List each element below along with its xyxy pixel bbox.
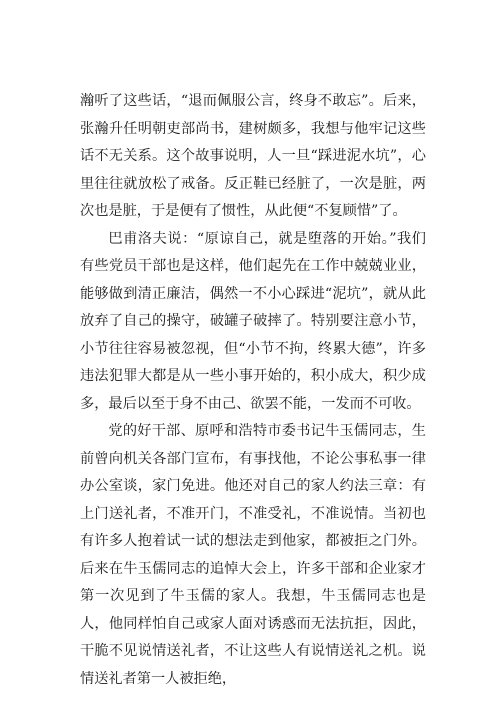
paragraph-2: 巴甫洛夫说：“原谅自己，就是堕落的开始。”我们有些党员干部也是这样，他们起先在工作中兢兢业业，能够做到清正廉洁，偶然一不小心踩进“泥坑”，就从此放弃了自己的操守，破罐子破摔了。特别要注意小节，小节往往容易被忽视，但“小节不拘，终累大德”，许多违法犯罪大都是从一些小事开始的，积小成大，积少成多，最后以至于身不由己、欲罢不能，一发而不可收。 bbox=[80, 230, 426, 412]
paragraph-3: 党的好干部、原呼和浩特市委书记牛玉儒同志，生前曾向机关各部门宣布，有事找他，不论公事私事一律办公室谈，家门免进。他还对自己的家人约法三章：有上门送礼者，不准开门，不准受礼，不准说情。当初也有许多人抱着试一试的想法走到他家，都被拒之门外。后来在牛玉儒同志的追悼大会上，许多干部和企业家才第一次见到了牛玉儒的家人。我想，牛玉儒同志也是人，他同样怕自己或家人面对诱惑而无法抗拒，因此，干脆不见说情送礼者，不让这些人有说情送礼之机。说情送礼者第一人被拒绝， bbox=[80, 423, 426, 687]
document-body bbox=[80, 88, 426, 693]
paragraph-1: 瀚听了这些话，“退而佩服公言，终身不敢忘”。后来，张瀚升任明朝吏部尚书，建树颇多，我想与他牢记这些话不无关系。这个故事说明，人一旦“踩进泥水坑”，心里往往就放松了戒备。反正鞋已经脏了，一次是脏，两次也是脏，于是便有了惯性，从此便“不复顾惜”了。 bbox=[80, 93, 426, 219]
